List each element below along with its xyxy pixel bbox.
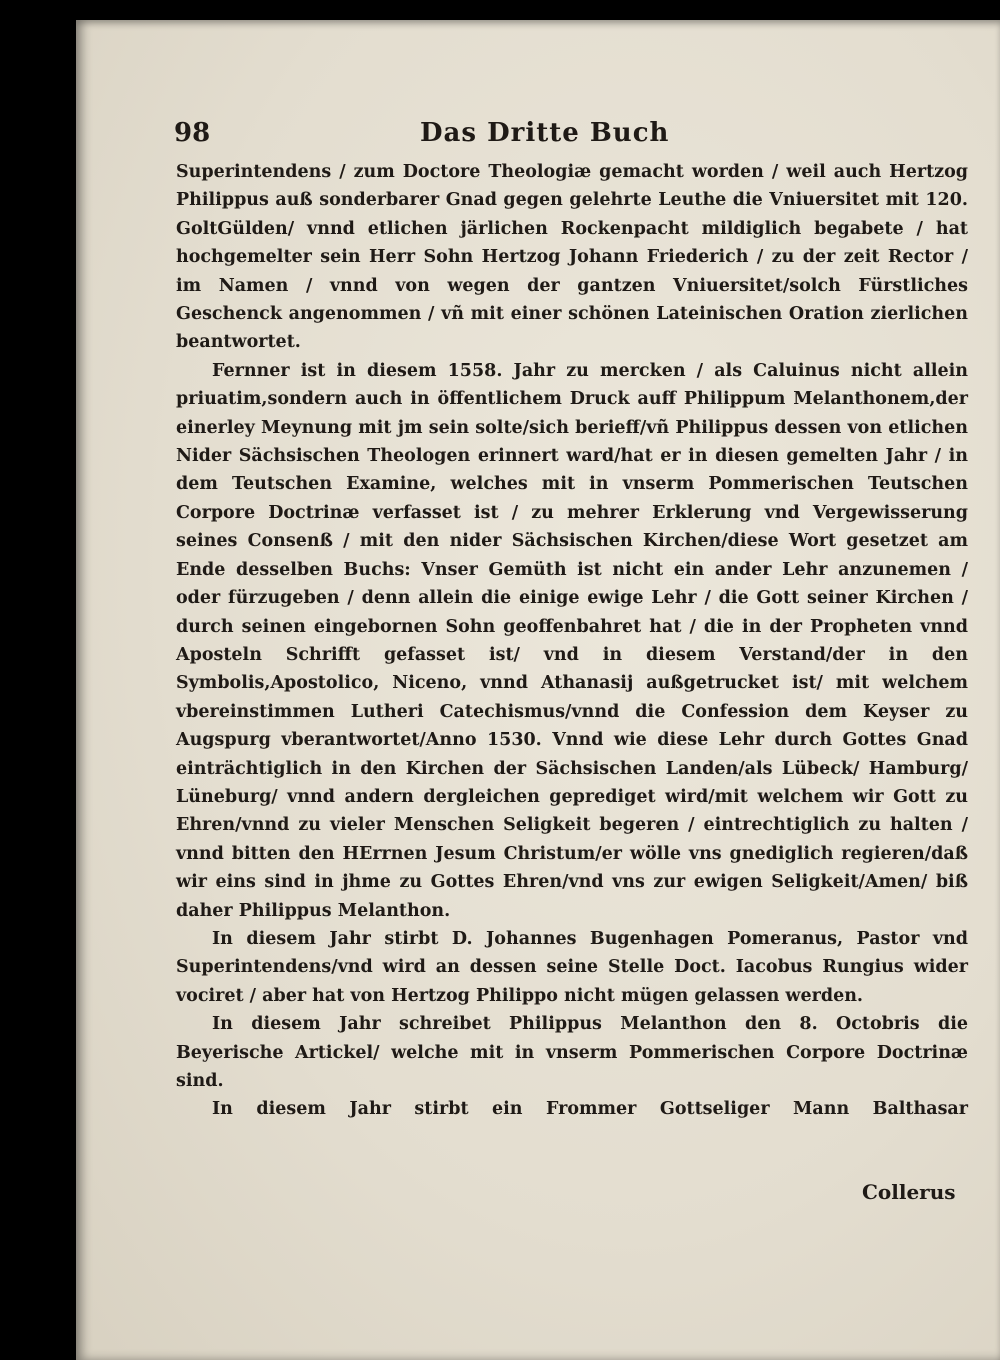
paragraph-4: In diesem Jahr schreibet Philippus Melanthon den 8. Octobris die Beyerische Artickel/ welche mit in vnserm Pommerischen Corpore Doctrinæ sind. <box>176 1014 968 1091</box>
paragraph-5: In diesem Jahr stirbt ein Frommer Gottseliger Mann Balthasar <box>212 1099 968 1120</box>
running-head: Das Dritte Buch <box>420 118 670 148</box>
paragraph-3: In diesem Jahr stirbt D. Johannes Bugenhagen Pomeranus, Pastor vnd Superintendens/vnd wird an dessen seine Stelle Doct. Iacobus Rungius wider vociret / aber hat von Hertzog Philippo nicht mügen gelassen werden. <box>176 928 968 1006</box>
paragraph-1: Superintendens / zum Doctore Theologiæ gemacht worden / weil auch Hertzog Philippus auß sonderbarer Gnad gegen gelehrte Leuthe die Vniuersitet mit 120. GoltGülden/ vnnd etlichen järlichen Rockenpacht mildiglich begabete / hat hochgemelter sein Herr Sohn Hertzog Johann Friederich / zu der zeit Rector / im Namen / vnnd von wegen der gantzen Vniuersitet/solch Fürstliches Geschenck angenommen / vñ mit einer schönen Lateinischen Oration zierlichen beantwortet. <box>176 162 968 353</box>
body-text <box>176 158 968 1124</box>
page-number: 98 <box>174 118 211 148</box>
paragraph-2: Fernner ist in diesem 1558. Jahr zu mercken / als Caluinus nicht allein priuatim,sondern auch in öffentlichem Druck auff Philippum Melanthonem,der einerley Meynung mit jm sein solte/sich berieff/vñ Philippus dessen von etlichen Nider Sächsischen Theologen erinnert ward/hat er in diesen gemelten Jahr / in dem Teutschen Examine, welches mit in vnserm Pommerischen Teutschen Corpore Doctrinæ verfasset ist / zu mehrer Erklerung vnd Vergewisserung seines Consenß / mit den nider Sächsischen Kirchen/diese Wort gesetzet am Ende desselben Buchs: Vnser Gemüth ist nicht ein ander Lehr anzunemen / oder fürzugeben / denn allein die einige ewige Lehr / die Gott seiner Kirchen / durch seinen eingebornen Sohn geoffenbahret hat / die in der Propheten vnnd Aposteln Schrifft gefasset ist/ vnd in diesem Verstand/der in den Symbolis,Apostolico, Niceno, vnnd Athanasij außgetrucket ist/ mit welchem vbereinstimmen Lutheri Catechismus/vnnd die Confession dem Keyser zu Augspurg vberantwortet/Anno 1530. Vnnd wie diese Lehr durch Gottes Gnad einträchtiglich in den Kirchen der Sächsischen Landen/als Lübeck/ Hamburg/ Lüneburg/ vnnd andern dergleichen geprediget wird/mit welchem wir Gott zu Ehren/vnnd zu vieler Menschen Seligkeit begeren / eintrechtiglich zu halten / vnnd bitten den HErrnen Jesum Christum/er wölle vns gnediglich regieren/daß wir eins sind in jhme zu Gottes Ehren/vnd vns zur ewigen Seligkeit/Amen/ biß daher Philippus Melanthon. <box>176 360 968 921</box>
page-header <box>174 118 734 150</box>
catchword: Collerus <box>862 1180 956 1204</box>
